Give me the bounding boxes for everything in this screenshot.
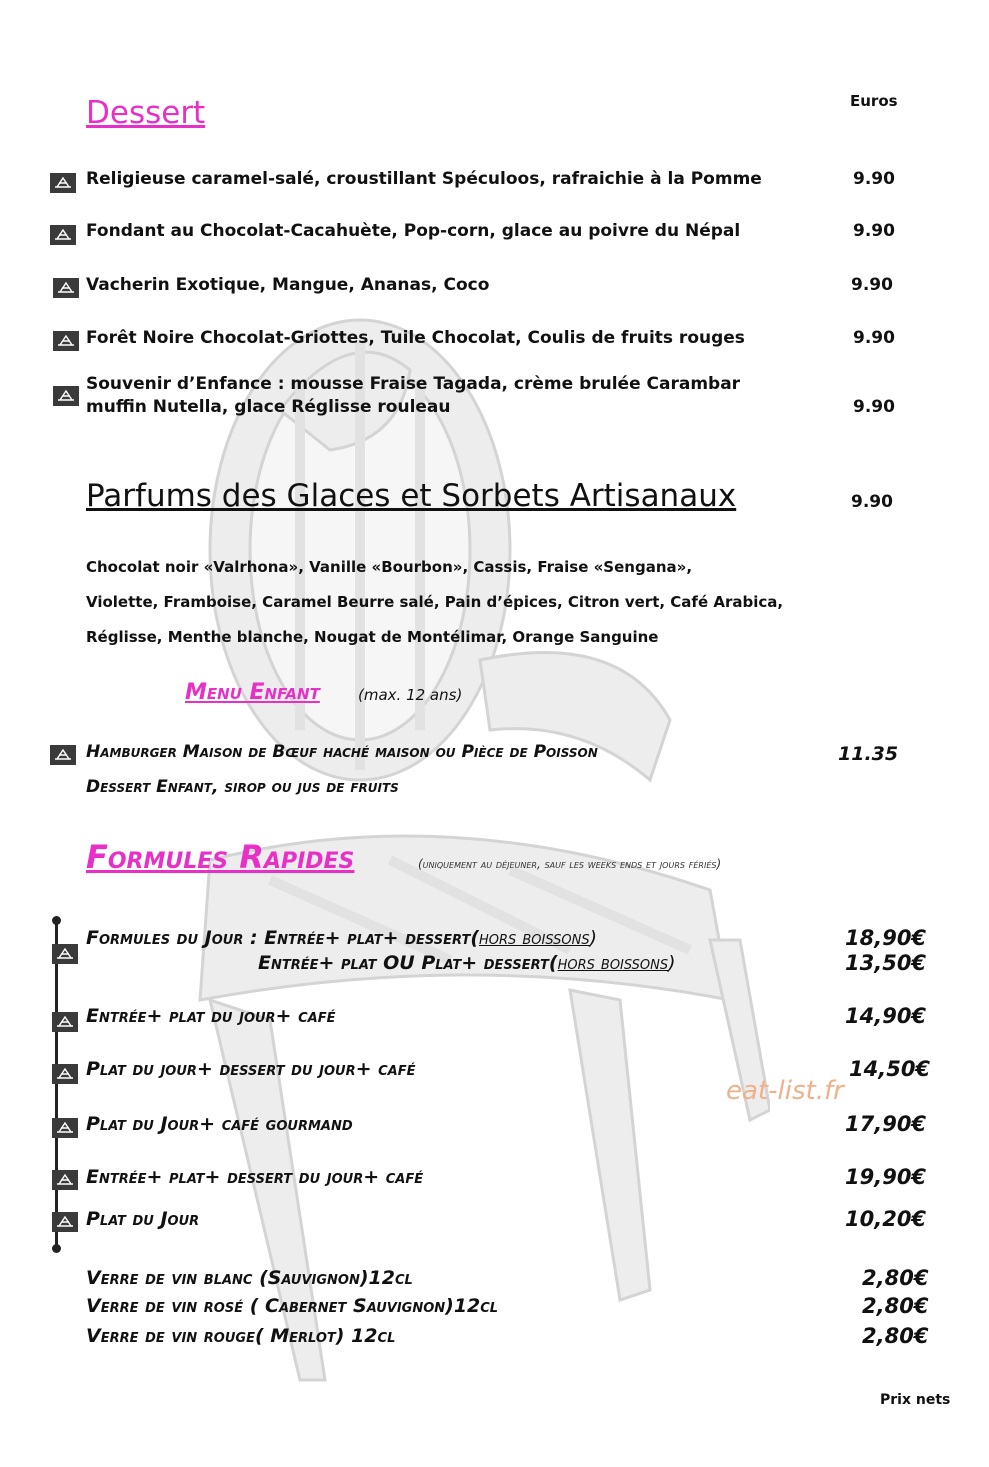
- formule-item-price: 19,90€: [845, 1165, 927, 1189]
- formule-item: Plat du Jour+ café gourmand: [86, 1113, 353, 1135]
- dessert-title: Dessert: [86, 95, 206, 131]
- plate-icon: [50, 225, 76, 245]
- formule-item-hors-boissons: hors boissons: [479, 927, 590, 949]
- formule-item: Entrée+ plat du jour+ café: [86, 1005, 336, 1027]
- wine-item: Verre de vin rouge( Merlot) 12cl: [86, 1325, 396, 1347]
- formule-item-text: Formules du Jour : Entrée+ plat+ dessert(: [86, 927, 480, 949]
- wine-item-price: 2,80€: [862, 1324, 929, 1348]
- formules-title: Formules Rapides: [86, 838, 355, 876]
- formule-item-price: 14,90€: [845, 1004, 927, 1028]
- prix-nets-footer: Prix nets: [880, 1392, 951, 1408]
- dessert-item-price: 9.90: [853, 397, 895, 417]
- glaces-title: Parfums des Glaces et Sorbets Artisanaux: [86, 478, 737, 514]
- bracket-dot: [52, 1244, 61, 1253]
- dessert-item-price: 9.90: [851, 275, 893, 295]
- menu-enfant-title: Menu Enfant: [185, 680, 320, 705]
- formule-item-paren: ): [668, 952, 676, 974]
- plate-icon: [52, 1212, 78, 1232]
- dessert-item-name: Vacherin Exotique, Mangue, Ananas, Coco: [86, 275, 490, 295]
- bracket-dot: [52, 916, 61, 925]
- formule-item-hors-boissons: hors boissons: [557, 952, 669, 974]
- formule-item: Entrée+ plat+ dessert du jour+ café: [86, 1166, 424, 1188]
- formule-item-price: 17,90€: [845, 1112, 927, 1136]
- plate-icon: [50, 745, 76, 765]
- plate-icon: [52, 1064, 78, 1084]
- plate-icon: [52, 1118, 78, 1138]
- plate-icon: [53, 278, 79, 298]
- wine-item: Verre de vin rosé ( Cabernet Sauvignon)12cl: [86, 1295, 499, 1317]
- formule-item-price: 13,50€: [845, 951, 927, 975]
- menu-enfant-note: (max. 12 ans): [358, 686, 463, 704]
- plate-icon: [53, 386, 79, 406]
- glaces-price: 9.90: [851, 492, 893, 512]
- currency-label: Euros: [850, 92, 898, 110]
- formule-item: [86, 927, 597, 949]
- dessert-item-name: Forêt Noire Chocolat-Griottes, Tuile Chocolat, Coulis de fruits rouges: [86, 328, 745, 348]
- formule-item-price: 10,20€: [845, 1207, 927, 1231]
- plate-icon: [52, 1012, 78, 1032]
- menu-enfant-line1: Hamburger Maison de Bœuf haché maison ou Pièce de Poisson: [86, 742, 598, 762]
- dessert-item-name: Religieuse caramel-salé, croustillant Spéculoos, rafraichie à la Pomme: [86, 169, 762, 189]
- formules-bracket-line: [55, 920, 58, 1248]
- wine-item: Verre de vin blanc (Sauvignon)12cl: [86, 1267, 413, 1289]
- formule-item-price: 18,90€: [845, 926, 927, 950]
- glaces-flavours-line: Réglisse, Menthe blanche, Nougat de Montélimar, Orange Sanguine: [86, 628, 659, 646]
- site-watermark: eat-list.fr: [726, 1076, 844, 1106]
- dessert-item-name: Souvenir d’Enfance : mousse Fraise Tagada, crème brulée Carambar: [86, 374, 741, 394]
- plate-icon: [52, 1170, 78, 1190]
- wine-item-price: 2,80€: [862, 1266, 929, 1290]
- glaces-flavours-line: Chocolat noir «Valrhona», Vanille «Bourbon», Cassis, Fraise «Sengana»,: [86, 558, 693, 576]
- dessert-item-name-line2: muffin Nutella, glace Réglisse rouleau: [86, 397, 451, 417]
- formule-item-text: Entrée+ plat OU Plat+ dessert(: [258, 952, 558, 974]
- plate-icon: [50, 173, 76, 193]
- dessert-item-name: Fondant au Chocolat-Cacahuète, Pop-corn, glace au poivre du Népal: [86, 221, 741, 241]
- menu-enfant-line2: Dessert Enfant, sirop ou jus de fruits: [86, 777, 399, 797]
- formules-note: (uniquement au déjeuner, sauf les weeks ends et jours fériés): [418, 857, 722, 871]
- formule-item-price: 14,50€: [849, 1057, 931, 1081]
- plate-icon: [53, 331, 79, 351]
- menu-enfant-price: 11.35: [838, 743, 899, 765]
- formule-item-paren: ): [589, 927, 598, 949]
- formule-item: [258, 952, 676, 974]
- glaces-flavours-line: Violette, Framboise, Caramel Beurre salé, Pain d’épices, Citron vert, Café Arabica,: [86, 593, 784, 611]
- formule-item: Plat du Jour: [86, 1208, 200, 1230]
- plate-icon: [52, 944, 78, 964]
- dessert-item-price: 9.90: [853, 328, 895, 348]
- dessert-item-price: 9.90: [853, 169, 895, 189]
- wine-item-price: 2,80€: [862, 1294, 929, 1318]
- dessert-item-price: 9.90: [853, 221, 895, 241]
- formule-item: Plat du jour+ dessert du jour+ café: [86, 1058, 416, 1080]
